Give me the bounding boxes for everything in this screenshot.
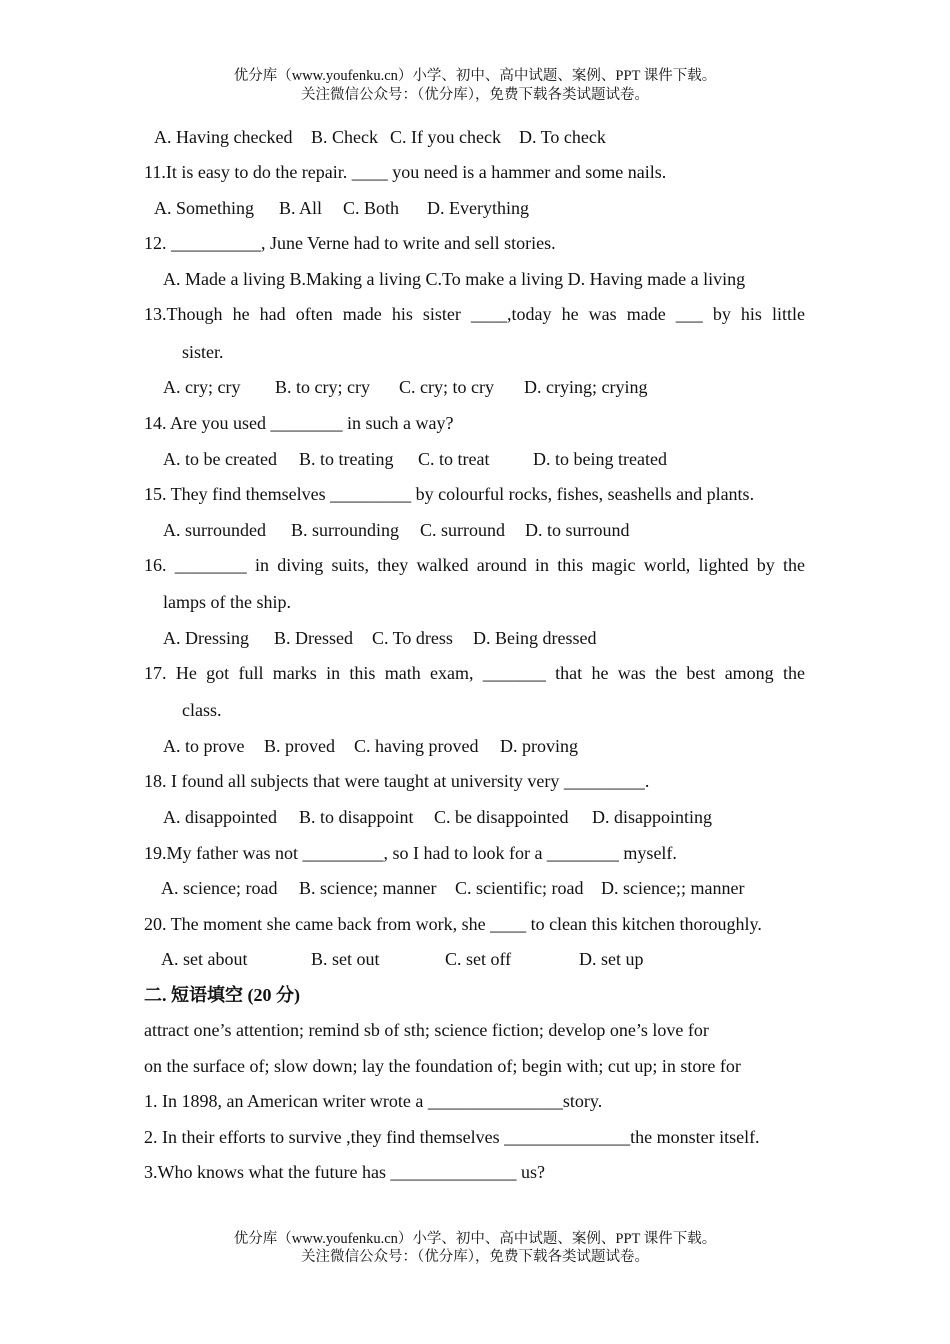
q15-option-b: B. surrounding — [291, 520, 399, 540]
q10-option-d: D. To check — [519, 127, 606, 147]
page-footer-line-2: 关注微信公众号：（优分库），免费下载各类试题试卷。 — [301, 1249, 649, 1265]
q20-option-b: B. set out — [311, 949, 380, 969]
q18-option-a: A. disappointed — [163, 807, 277, 827]
q11-option-d: D. Everything — [427, 198, 529, 218]
q19-option-b: B. science; manner — [299, 878, 437, 898]
q15-option-c: C. surround — [420, 520, 505, 540]
q13-option-a: A. cry; cry — [163, 377, 241, 397]
q14-option-b: B. to treating — [299, 449, 394, 469]
page-footer-line-1: 优分库（www.youfenku.cn）小学、初中、高中试题、案例、PPT 课件下载。 — [233, 1231, 717, 1247]
q13-stem: 13.Though he had often made his sister ____,today he was made ___ by his little — [144, 304, 805, 324]
q10-option-b: B. Check — [311, 127, 378, 147]
q11-option-a: A. Something — [154, 198, 255, 218]
q17-option-a: A. to prove — [163, 736, 245, 756]
q11-stem: 11.It is easy to do the repair. ____ you need is a hammer and some nails. — [144, 162, 667, 182]
page-header-line-1: 优分库（www.youfenku.cn）小学、初中、高中试题、案例、PPT 课件下载。 — [233, 68, 717, 84]
q18-option-d: D. disappointing — [592, 807, 712, 827]
phrase-bank-line-1: attract one’s attention; remind sb of sth; science fiction; develop one’s love for — [144, 1020, 709, 1040]
q11-option-c: C. Both — [343, 198, 400, 218]
q12-options: A. Made a living B.Making a living C.To make a living D. Having made a living — [163, 269, 746, 289]
q14-option-d: D. to being treated — [533, 449, 667, 469]
section-2-title: 二. 短语填空 (20 分) — [144, 985, 300, 1005]
q15-option-d: D. to surround — [525, 520, 630, 540]
q16-stem: 16. ________ in diving suits, they walked around in this magic world, lighted by the — [144, 555, 805, 575]
q16-option-d: D. Being dressed — [473, 628, 597, 648]
q13-option-c: C. cry; to cry — [399, 377, 494, 397]
q13-option-d: D. crying; crying — [524, 377, 648, 397]
q19-stem: 19.My father was not _________, so I had to look for a ________ myself. — [144, 843, 677, 863]
q20-option-c: C. set off — [445, 949, 512, 969]
q18-stem: 18. I found all subjects that were taught at university very _________. — [144, 771, 650, 791]
q17-option-c: C. having proved — [354, 736, 479, 756]
q11-option-b: B. All — [279, 198, 323, 218]
phrase-bank-line-2: on the surface of; slow down; lay the foundation of; begin with; cut up; in store for — [144, 1056, 741, 1076]
q13-stem-continued: sister. — [182, 342, 224, 362]
q17-stem: 17. He got full marks in this math exam, _______ that he was the best among the — [144, 663, 805, 683]
q20-option-a: A. set about — [161, 949, 248, 969]
q17-option-b: B. proved — [264, 736, 335, 756]
q19-option-a: A. science; road — [161, 878, 278, 898]
q15-option-a: A. surrounded — [163, 520, 266, 540]
q10-option-c: C. If you check — [390, 127, 501, 147]
q19-option-c: C. scientific; road — [455, 878, 584, 898]
q16-option-b: B. Dressed — [274, 628, 353, 648]
q17-stem-continued: class. — [182, 700, 222, 720]
q16-option-a: A. Dressing — [163, 628, 249, 648]
q18-option-c: C. be disappointed — [434, 807, 569, 827]
q12-stem: 12. __________, June Verne had to write and sell stories. — [144, 233, 556, 253]
q14-stem: 14. Are you used ________ in such a way? — [144, 413, 454, 433]
q18-option-b: B. to disappoint — [299, 807, 414, 827]
fill-question-2: 2. In their efforts to survive ,they find themselves ______________the monster itself. — [144, 1127, 760, 1147]
q17-option-d: D. proving — [500, 736, 578, 756]
q14-option-c: C. to treat — [418, 449, 490, 469]
q14-option-a: A. to be created — [163, 449, 277, 469]
fill-question-3: 3.Who knows what the future has ______________ us? — [144, 1162, 545, 1182]
q15-stem: 15. They find themselves _________ by colourful rocks, fishes, seashells and plants. — [144, 484, 755, 504]
page-header-line-2: 关注微信公众号：（优分库），免费下载各类试题试卷。 — [301, 87, 649, 103]
q16-stem-continued: lamps of the ship. — [163, 592, 291, 612]
q19-option-d: D. science;; manner — [601, 878, 745, 898]
fill-question-1: 1. In 1898, an American writer wrote a _______________story. — [144, 1091, 603, 1111]
q13-option-b: B. to cry; cry — [275, 377, 370, 397]
q10-option-a: A. Having checked — [154, 127, 293, 147]
q20-option-d: D. set up — [579, 949, 644, 969]
q16-option-c: C. To dress — [372, 628, 453, 648]
q20-stem: 20. The moment she came back from work, she ____ to clean this kitchen thoroughly. — [144, 914, 762, 934]
